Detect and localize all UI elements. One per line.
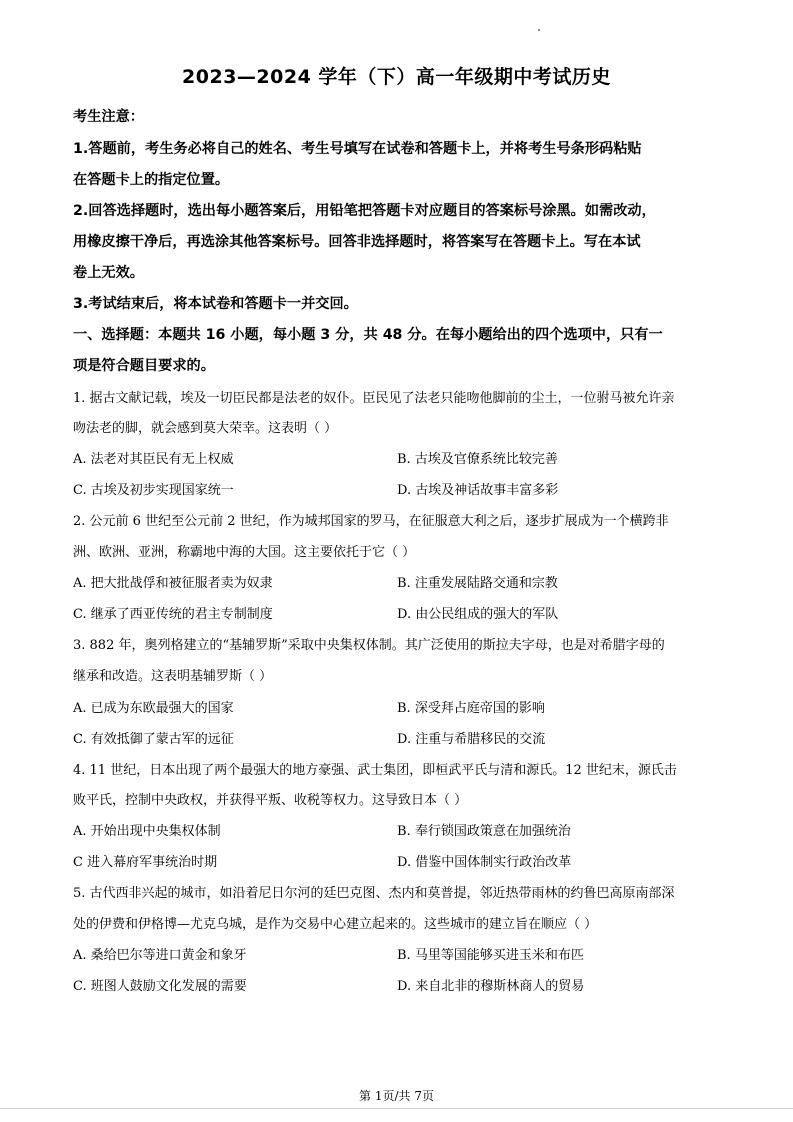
- question-4-option-a: A. 开始出现中央集权体制: [73, 824, 221, 839]
- question-3-stem: 3. 882 年，奥列格建立的“基辅罗斯”采取中央集权体制。其广泛使用的斯拉夫字母，也是对希腊字母的: [73, 638, 665, 653]
- question-2-option-d: D. 由公民组成的强大的军队: [397, 607, 559, 622]
- question-1-option-d: D. 古埃及神话故事丰富多彩: [397, 483, 559, 498]
- question-1-option-c: C. 古埃及初步实现国家统一: [73, 483, 234, 498]
- question-5-option-c: C. 班图人鼓励文化发展的需要: [73, 979, 247, 994]
- question-3-option-a: A. 已成为东欧最强大的国家: [73, 701, 234, 716]
- page-number: 第 1页/共 7页: [359, 1089, 434, 1103]
- question-1-option-b: B. 古埃及官僚系统比较完善: [397, 452, 558, 467]
- question-1-stem: 吻法老的脚，就会感到莫大荣幸。这表明（ ）: [73, 421, 338, 436]
- question-5-option-d: D. 来自北非的穆斯林商人的贸易: [397, 979, 585, 994]
- notice-line: 1.答题前，考生务必将自己的姓名、考生号填写在试卷和答题卡上，并将考生号条形码粘贴: [73, 141, 642, 157]
- question-5-option-a: A. 桑给巴尔等进口黄金和象牙: [73, 948, 247, 963]
- question-5-option-b: B. 马里等国能够买进玉米和布匹: [397, 948, 584, 963]
- question-1-stem: 1. 据古文献记载，埃及一切臣民都是法老的奴仆。臣民见了法老只能吻他脚前的尘土，一位驸马被允许亲: [73, 391, 675, 406]
- notice-heading: 考生注意：: [73, 109, 144, 125]
- notice-line: 3.考试结束后，将本试卷和答题卡一并交回。: [73, 296, 358, 312]
- question-5-stem: 5. 古代西非兴起的城市，如沿着尼日尔河的廷巴克图、杰内和莫普提，邻近热带雨林的约鲁巴高原南部深: [73, 886, 675, 901]
- question-3-option-d: D. 注重与希腊移民的交流: [397, 732, 546, 747]
- question-4-option-b: B. 奉行锁国政策意在加强统治: [397, 824, 571, 839]
- question-3-stem: 继承和改造。这表明基辅罗斯（ ）: [73, 669, 273, 684]
- question-2-option-c: C. 继承了西亚传统的君主专制制度: [73, 607, 273, 622]
- question-5-stem: 处的伊费和伊格博—尤克乌城，是作为交易中心建立起来的。这些城市的建立旨在顺应（ ）: [73, 917, 598, 932]
- question-2-stem: 洲、欧洲、亚洲，称霸地中海的大国。这主要依托于它（ ）: [73, 545, 416, 560]
- question-1-option-a: A. 法老对其臣民有无上权威: [73, 452, 234, 467]
- question-4-option-d: D. 借鉴中国体制实行政治改革: [397, 855, 572, 870]
- section-heading: 一、选择题：本题共 16 小题，每小题 3 分，共 48 分。在每小题给出的四个选项中，只有一: [73, 327, 663, 343]
- question-3-option-b: B. 深受拜占庭帝国的影响: [397, 701, 545, 716]
- question-2-stem: 2. 公元前 6 世纪至公元前 2 世纪，作为城邦国家的罗马，在征服意大利之后，逐步扩展成为一个横跨非: [73, 514, 669, 529]
- notice-line: 在答题卡上的指定位置。: [73, 172, 230, 188]
- question-2-option-a: A. 把大批战俘和被征服者卖为奴隶: [73, 576, 273, 591]
- question-4-stem: 4. 11 世纪，日本出现了两个最强大的地方豪强、武士集团，即桓武平氏与清和源氏。12 世纪末，源氏击: [73, 763, 677, 778]
- section-heading: 项是符合题目要求的。: [73, 358, 215, 374]
- notice-line: 2.回答选择题时，选出每小题答案后，用铅笔把答题卡对应题目的答案标号涂黑。如需改动，: [73, 203, 656, 219]
- question-2-option-b: B. 注重发展陆路交通和宗教: [397, 576, 558, 591]
- question-4-stem: 败平氏，控制中央政权，并获得平叛、收税等权力。这导致日本（ ）: [73, 793, 468, 808]
- page-title: 2023—2024 学年（下）高一年级期中考试历史: [182, 66, 611, 88]
- notice-line: 用橡皮擦干净后，再选涂其他答案标号。回答非选择题时，将答案写在答题卡上。写在本试: [73, 234, 641, 250]
- question-4-option-c: C 进入幕府军事统治时期: [73, 855, 218, 870]
- question-3-option-c: C. 有效抵御了蒙古军的远征: [73, 732, 234, 747]
- notice-line: 卷上无效。: [73, 265, 144, 281]
- footer-divider: [0, 1108, 793, 1109]
- scan-speck: [538, 29, 540, 31]
